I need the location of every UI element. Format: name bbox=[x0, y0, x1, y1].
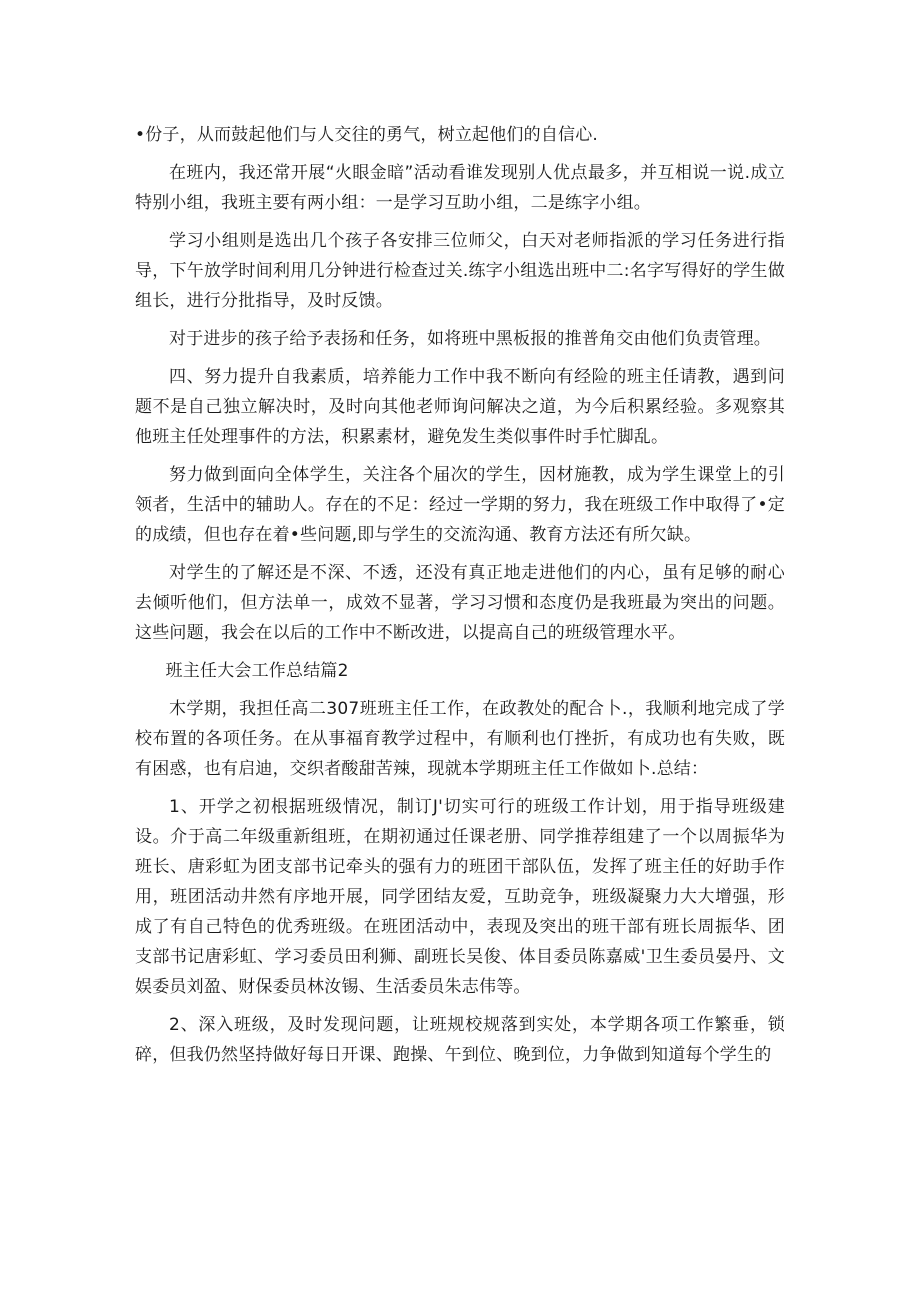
section-heading: 班主任大会工作总结篇2 bbox=[165, 661, 349, 681]
paragraph: 努力做到面向全体学生，关注各个届次的学生，因材施教，成为学生课堂上的引领者，生活中的辅助人。存在的不足：经过一学期的努力，我在班级工作中取得了•定的成绩，但也存在着•些问题,即与学生的交流沟通、教育方法还有所欠缺。 bbox=[135, 465, 785, 545]
paragraph: 对于进步的孩子给予表扬和任务，如将班中黑板报的推普角交由他们负责管理。 bbox=[169, 329, 771, 349]
document-body bbox=[135, 120, 785, 1070]
paragraph: 木学期，我担任高二307班班主任工作，在政教处的配合卜.，我顺利地完成了学校布置的各项任务。在从事福育教学过程中，有顺利也仃挫折，有成功也有失败，既有困惑，也有启迪，交织者酸甜苦辣，现就本学期班主任工作做如卜.总结： bbox=[135, 699, 785, 779]
paragraph: 四、努力提升自我素质，培养能力工作中我不断向有经险的班主任请教，遇到问题不是自己独立解决时，及时向其他老师询问解决之道，为今后积累经验。多观察其他班主任处理事件的方法，积累素材，避免发生类似事件时手忙脚乱。 bbox=[135, 367, 785, 447]
paragraph: 2、深入班级，及时发现问题，让班规校规落到实处，本学期各项工作繁垂，锁碎，但我仍然坚持做好每日开课、跑操、午到位、晚到位，力争做到知道每个学生的 bbox=[135, 1015, 785, 1065]
paragraph: 在班内，我还常开展“火眼金暗”活动看谁发现别人优点最多，并互相说一说.成立特别小组，我班主要有两小组：一是学习互助小组，二是练字小组。 bbox=[135, 163, 785, 213]
paragraph: •份子，从而鼓起他们与人交往的勇气，树立起他们的自信心. bbox=[135, 125, 599, 145]
paragraph: 1、开学之初根据班级情况，制订J'切实可行的班级工作计划，用于指导班级建设。介于高二年级重新组班，在期初通过任课老册、同学推荐组建了一个以周振华为班长、唐彩虹为团支部书记牵头的强有力的班团干部队伍，发挥了班主任的好助手作用，班团活动井然有序地开展，同学团结友爱，互助竞争，班级凝聚力大大增强，形成了有自己特色的优秀班级。在班团活动中，表现及突出的班干部有班长周振华、团支部书记唐彩虹、学习委员田利狮、副班长吴俊、体目委员陈嘉威'卫生委员晏丹、文娱委员刘盈、财保委员林汝锡、生活委员朱志伟等。 bbox=[135, 797, 785, 997]
paragraph: 学习小组则是选出几个孩子各安排三位师父，白天对老师指派的学习任务进行指导，下午放学时间利用几分钟进行检查过关.练字小组选出班中二:名字写得好的学生做组长，进行分批指导，及时反馈。 bbox=[135, 231, 785, 311]
paragraph: 对学生的了解还是不深、不透，还没有真正地走进他们的内心，虽有足够的耐心去倾听他们，但方法单一，成效不显著，学习习惯和态度仍是我班最为突出的问题。这些问题，我会在以后的工作中不断改进，以提高自己的班级管理水平。 bbox=[135, 563, 785, 643]
